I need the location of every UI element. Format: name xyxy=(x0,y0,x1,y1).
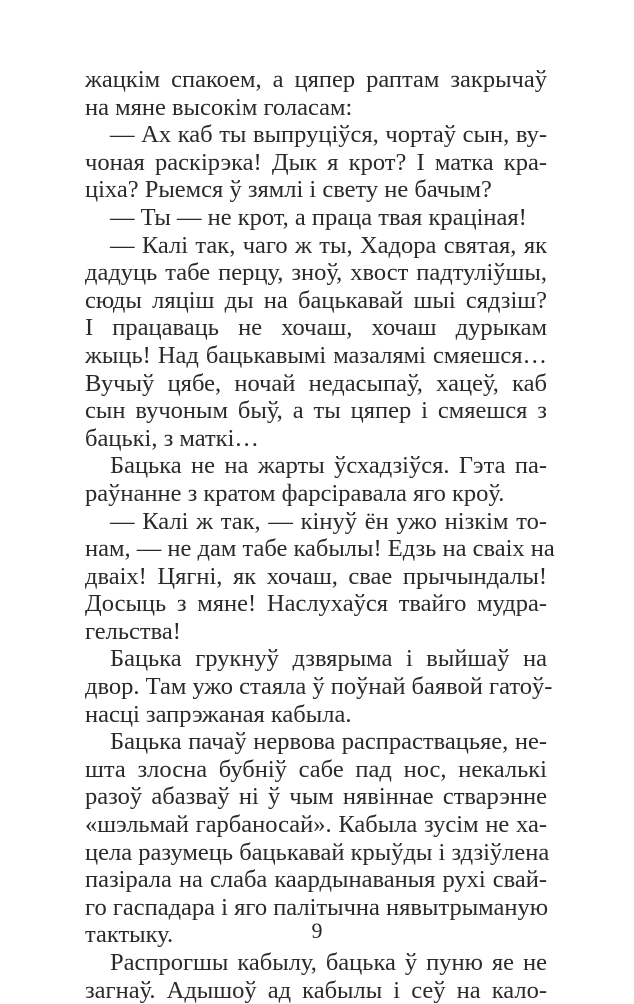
text-line: на мяне высокім голасам: xyxy=(85,93,353,121)
text-line: цела разумець бацькавай крыўды і здзіўлена xyxy=(85,838,550,866)
text-line: Бацька не на жарты ўсхадзіўся. Гэта па- xyxy=(110,452,547,480)
text-line: дваіх! Цягні, як хочаш, свае прычындалы! xyxy=(85,562,547,590)
text-line: нам, — не дам табе кабылы! Едзь на сваіх на xyxy=(85,535,555,563)
text-line: «шэльмай гарбаносай». Кабыла зусім не ха- xyxy=(85,811,547,839)
text-line: разоў абазваў ні ў чым нявіннае стварэнне xyxy=(85,783,547,811)
text-line: Вучыў цябе, ночай недасыпаў, хацеў, каб xyxy=(85,369,547,397)
text-line: двор. Там ужо стаяла ў поўнай баявой гатоў- xyxy=(85,673,553,701)
text-line: Бацька пачаў нервова распраствацьяе, не- xyxy=(110,728,547,756)
text-line: — Калі ж так, — кінуў ён ужо нізкім то- xyxy=(110,507,547,535)
text-line: — Калі так, чаго ж ты, Хадора святая, як xyxy=(110,231,547,259)
book-page-text xyxy=(85,66,555,1004)
text-line: жацкім спакоем, а цяпер раптам закрычаў xyxy=(85,66,547,93)
text-line: — Ах каб ты выпруціўся, чортаў сын, ву- xyxy=(110,121,547,149)
text-line: шта злосна бубніў сабе пад нос, некалькі xyxy=(85,755,547,783)
text-line: І працаваць не хочаш, хочаш дурыкам xyxy=(85,314,547,342)
text-line: Распрогшы кабылу, бацька ў пуню яе не xyxy=(110,949,547,976)
text-line: насці запрэжаная кабыла. xyxy=(85,700,352,728)
text-line: ціха? Рыемся ў зямлі і свету не бачым? xyxy=(85,176,492,204)
text-line: тактыку. xyxy=(85,921,174,949)
text-line: бацькі, з маткі… xyxy=(85,424,259,452)
text-line: Бацька грукнуў дзвярыма і выйшаў на xyxy=(110,645,547,673)
text-line: гельства! xyxy=(85,617,181,645)
text-line: го гаспадара і яго палітычна нявытрыманую xyxy=(85,893,549,921)
text-line: чоная раскірэка! Дык я крот? І матка кра- xyxy=(85,148,547,176)
text-line: дадуць табе перцу, зноў, хвост падтуліўшы, xyxy=(85,259,547,287)
text-line: сын вучоным быў, а ты цяпер і смяешся з xyxy=(85,397,547,425)
text-line: раўнанне з кратом фарсіравала яго кроў. xyxy=(85,479,505,507)
text-line: — Ты — не крот, а праца твая крацiная! xyxy=(110,203,527,231)
text-line: Досыць з мяне! Наслухаўся твайго мудра- xyxy=(85,590,547,618)
text-line: жыць! Над бацькавымі мазалямі смяешся… xyxy=(85,341,547,369)
text-line: загнаў. Адышоў ад кабылы і сеў на кало- xyxy=(85,976,547,1004)
text-line: сюды ляціш ды на бацькавай шыі сядзіш? xyxy=(85,286,547,314)
page-number: 9 xyxy=(311,918,323,943)
text-line: пазірала на слаба каардынаваныя рухі свай- xyxy=(85,866,547,894)
